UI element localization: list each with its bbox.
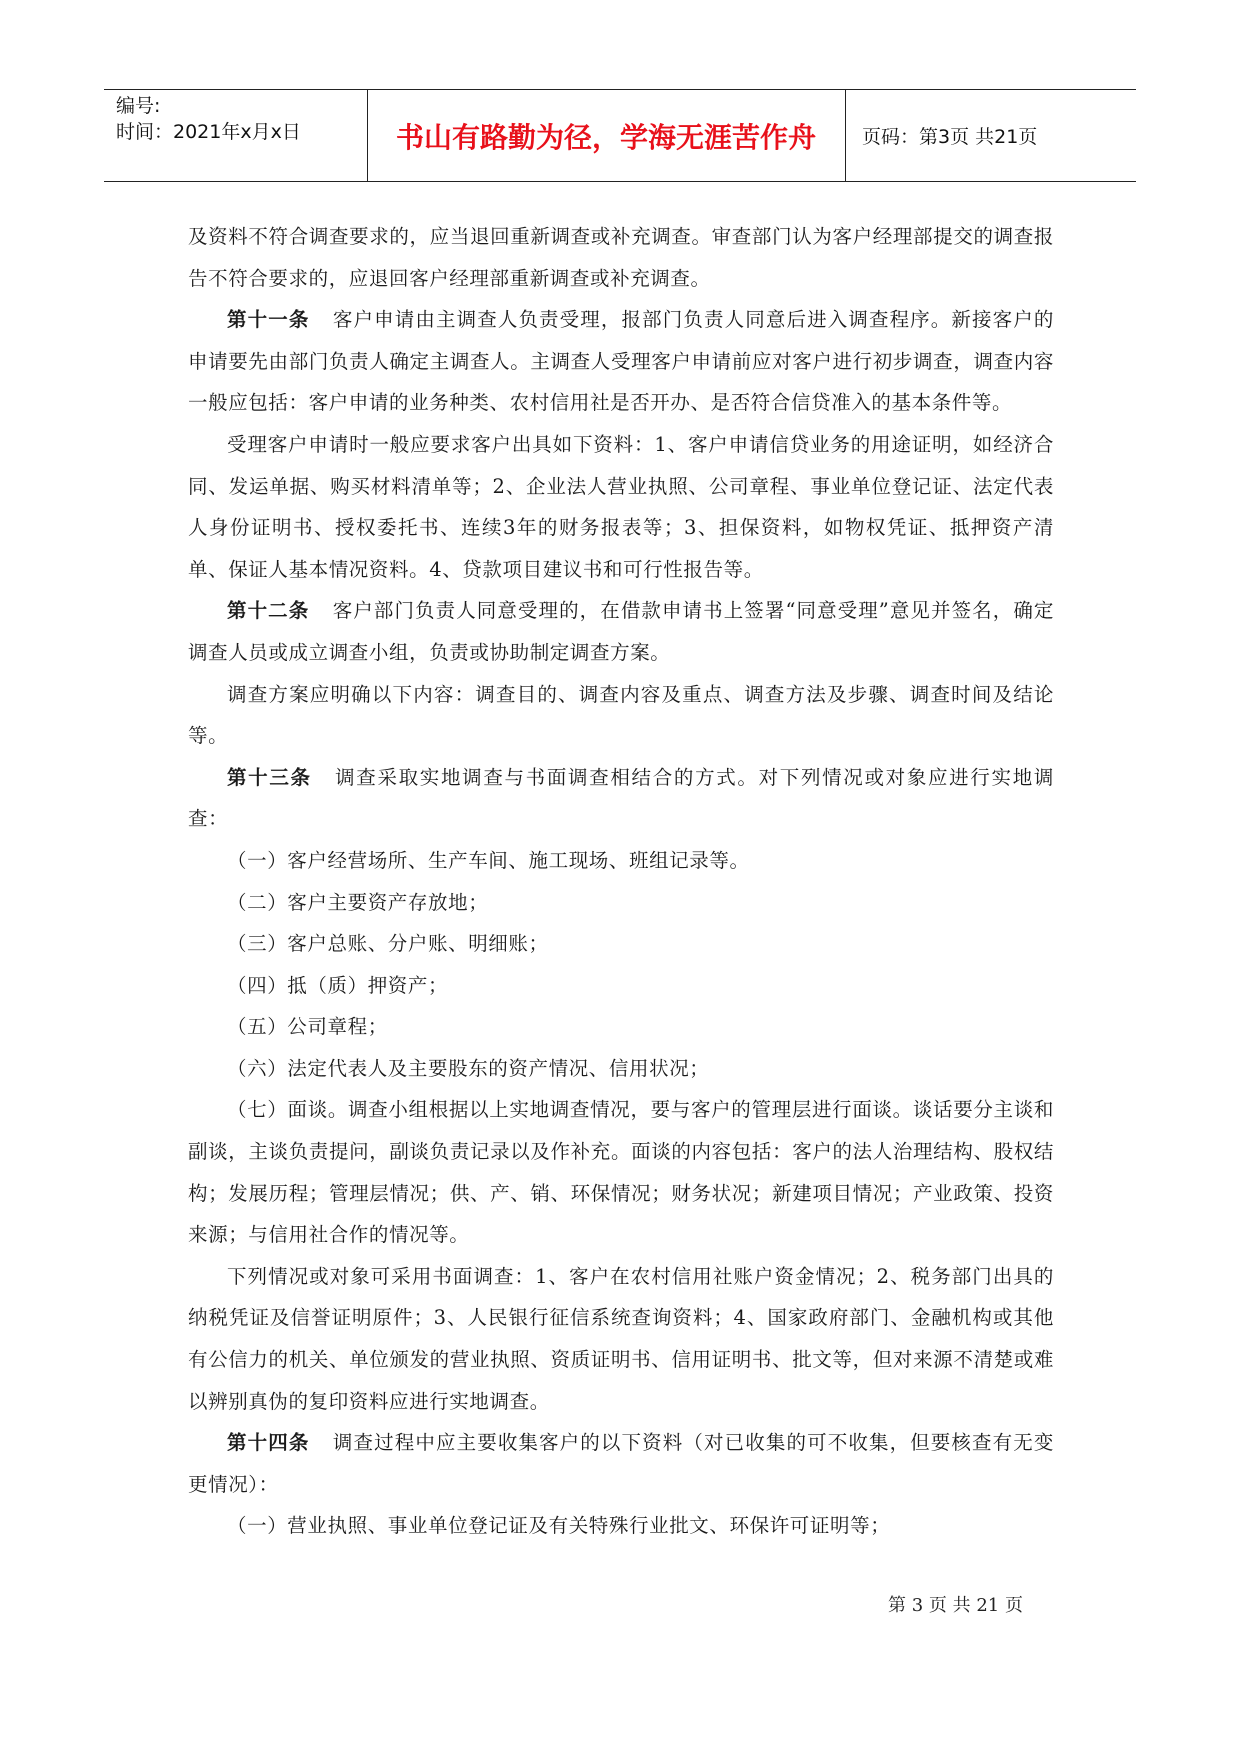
body-paragraph [188,1505,1054,1547]
article-label: 第十一条 [227,308,310,332]
paragraph-text: （七）面谈。调查小组根据以上实地调查情况，要与客户的管理层进行面谈。谈话要分主谈和副谈，主谈负责提问，副谈负责记录以及作补充。面谈的内容包括：客户的法人治理结构、股权结构；发展历程；管理层情况；供、产、销、环保情况；财务状况；新建项目情况；产业政策、投资来源；与信用社合作的情况等。 [188,1098,1054,1247]
document-time-label: 时间：2021年x月x日 [116,121,301,143]
paragraph-text: 调查方案应明确以下内容：调查目的、调查内容及重点、调查方法及步骤、调查时间及结论等。 [188,682,1054,748]
paragraph-text: （一）客户经营场所、生产车间、施工现场、班组记录等。 [227,848,750,872]
body-paragraph [188,1256,1054,1422]
body-paragraph [188,965,1054,1007]
paragraph-text: 客户申请由主调查人负责受理，报部门负责人同意后进入调查程序。新接客户的申请要先由部门负责人确定主调查人。主调查人受理客户申请前应对客户进行初步调查，调查内容一般应包括：客户申请的业务种类、农村信用社是否开办、是否符合信贷准入的基本条件等。 [188,308,1054,415]
header-motto: 书山有路勤为径，学海无涯苦作舟 [395,120,816,154]
paragraph-text: （三）客户总账、分户账、明细账； [227,932,549,956]
body-paragraph [188,674,1054,757]
body-paragraph [188,1089,1054,1255]
body-paragraph [188,757,1054,840]
paragraph-text: （二）客户主要资产存放地； [227,890,489,914]
body-paragraph [188,1422,1054,1505]
paragraph-text: （四）抵（质）押资产； [227,973,449,997]
document-number-label: 编号: [116,95,161,117]
body-paragraph [188,590,1054,673]
paragraph-text: （六）法定代表人及主要股东的资产情况、信用状况； [227,1056,710,1080]
article-label: 第十四条 [227,1431,310,1455]
article-label: 第十二条 [227,599,310,623]
body-paragraph [188,1048,1054,1090]
body-paragraph [188,216,1054,299]
paragraph-text: （一）营业执照、事业单位登记证及有关特殊行业批文、环保许可证明等； [227,1514,891,1538]
paragraph-text: 及资料不符合调查要求的，应当退回重新调查或补充调查。审查部门认为客户经理部提交的调查报告不符合要求的，应退回客户经理部重新调查或补充调查。 [188,225,1054,290]
body-paragraph [188,923,1054,965]
header-page-info: 页码：第3页 共21页 [862,126,1038,148]
paragraph-text: 客户部门负责人同意受理的，在借款申请书上签署“同意受理”意见并签名，确定调查人员或成立调查小组，负责或协助制定调查方案。 [188,599,1054,664]
paragraph-text: 受理客户申请时一般应要求客户出具如下资料：1、客户申请信贷业务的用途证明，如经济合同、发运单据、购买材料清单等；2、企业法人营业执照、公司章程、事业单位登记证、法定代表人身份证明书、授权委托书、连续3年的财务报表等；3、担保资料，如物权凭证、抵押资产清单、保证人基本情况资料。4、贷款项目建议书和可行性报告等。 [188,432,1054,581]
paragraph-text: 下列情况或对象可采用书面调查：1、客户在农村信用社账户资金情况；2、税务部门出具的纳税凭证及信誉证明原件；3、人民银行征信系统查询资料；4、国家政府部门、金融机构或其他有公信力的机关、单位颁发的营业执照、资质证明书、信用证明书、批文等，但对来源不清楚或难以辨别真伪的复印资料应进行实地调查。 [188,1264,1054,1413]
article-label: 第十三条 [227,765,312,789]
document-header [104,89,1136,182]
page-footer: 第 3 页 共 21 页 [888,1595,1023,1616]
body-paragraph [188,299,1054,424]
header-meta [116,93,301,145]
body-paragraph [188,840,1054,882]
paragraph-text: 调查过程中应主要收集客户的以下资料（对已收集的可不收集，但要核查有无变更情况）： [188,1431,1054,1496]
paragraph-text: （五）公司章程； [227,1015,388,1039]
document-body [188,216,1054,1547]
paragraph-text: 调查采取实地调查与书面调查相结合的方式。对下列情况或对象应进行实地调查： [188,765,1054,831]
body-paragraph [188,424,1054,590]
body-paragraph [188,1006,1054,1048]
header-divider-right [845,90,846,181]
body-paragraph [188,882,1054,924]
